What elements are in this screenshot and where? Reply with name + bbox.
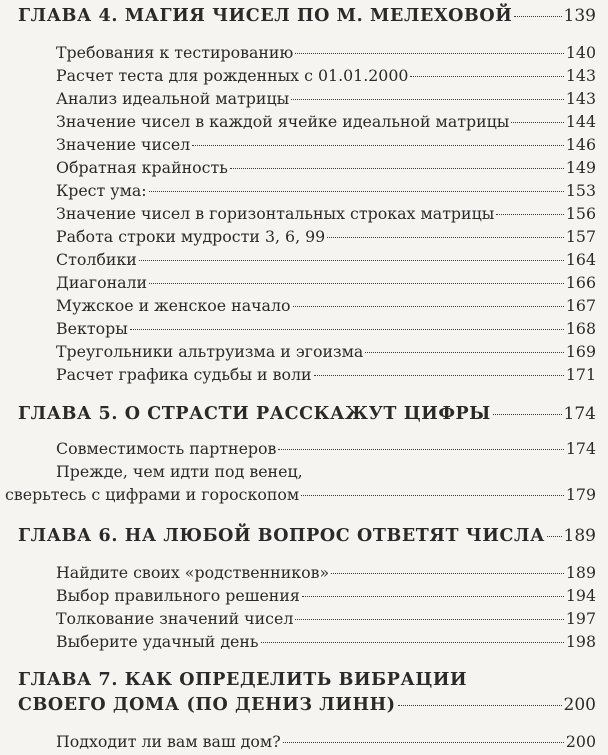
page-number: 156 bbox=[565, 204, 596, 223]
toc-entry[interactable] bbox=[56, 204, 596, 223]
entry-title: Векторы bbox=[56, 319, 128, 338]
toc-entry[interactable] bbox=[56, 273, 596, 292]
chapter-title: ГЛАВА 6. НА ЛЮБОЙ ВОПРОС ОТВЕТЯТ ЧИСЛА bbox=[18, 526, 545, 546]
page-number: 144 bbox=[565, 112, 596, 131]
entry-title: Обратная крайность bbox=[56, 158, 228, 177]
chapter-7-heading[interactable] bbox=[18, 695, 596, 715]
dot-leader bbox=[493, 414, 562, 415]
page-number: 200 bbox=[565, 732, 596, 751]
page-number: 179 bbox=[565, 485, 596, 504]
toc-entry[interactable] bbox=[56, 632, 596, 651]
dot-leader bbox=[293, 306, 564, 307]
toc-entry[interactable] bbox=[56, 342, 596, 361]
dot-leader bbox=[331, 573, 564, 574]
page-number: 164 bbox=[565, 250, 596, 269]
entry-title: Расчет теста для рожденных с 01.01.2000 bbox=[56, 66, 409, 85]
toc-entry[interactable] bbox=[56, 66, 596, 85]
dot-leader bbox=[139, 260, 564, 261]
dot-leader bbox=[398, 705, 562, 706]
page-number: 140 bbox=[565, 43, 596, 62]
entry-title: Требования к тестированию bbox=[56, 43, 294, 62]
toc-entry[interactable] bbox=[56, 586, 596, 605]
dot-leader bbox=[149, 191, 564, 192]
dot-leader bbox=[301, 495, 564, 496]
page-number: 153 bbox=[565, 181, 596, 200]
dot-leader bbox=[295, 53, 564, 54]
page-number: 143 bbox=[565, 89, 596, 108]
dot-leader bbox=[283, 742, 564, 743]
page-number: 189 bbox=[565, 563, 596, 582]
entry-title: Треугольники альтруизма и эгоизма bbox=[56, 342, 364, 361]
entry-title: Мужское и женское начало bbox=[56, 296, 291, 315]
toc-entry[interactable] bbox=[56, 158, 596, 177]
toc-entry[interactable] bbox=[56, 250, 596, 269]
dot-leader bbox=[314, 375, 564, 376]
dot-leader bbox=[511, 122, 563, 123]
chapter-6-heading[interactable] bbox=[18, 526, 596, 546]
dot-leader bbox=[514, 16, 561, 17]
page-number: 157 bbox=[565, 227, 596, 246]
chapter-5-heading[interactable] bbox=[18, 404, 596, 424]
entry-title: Совместимость партнеров bbox=[56, 439, 277, 458]
page-number: 139 bbox=[563, 6, 596, 26]
entry-title: Значение чисел в каждой ячейке идеальной матрицы bbox=[56, 112, 510, 131]
dot-leader bbox=[302, 596, 564, 597]
entry-title: Работа строки мудрости 3, 6, 99 bbox=[56, 227, 326, 246]
dot-leader bbox=[230, 168, 564, 169]
chapter-title: СВОЕГО ДОМА (ПО ДЕНИЗ ЛИНН) bbox=[18, 695, 396, 715]
dot-leader bbox=[291, 99, 564, 100]
dot-leader bbox=[149, 283, 564, 284]
entry-title: Выберите удачный день bbox=[56, 632, 259, 651]
page-number: 198 bbox=[565, 632, 596, 651]
page-number: 174 bbox=[565, 439, 596, 458]
dot-leader bbox=[496, 214, 564, 215]
page-number: 166 bbox=[565, 273, 596, 292]
toc-entry[interactable] bbox=[56, 563, 596, 582]
page-number: 189 bbox=[563, 526, 596, 546]
page-number: 149 bbox=[565, 158, 596, 177]
toc-entry[interactable] bbox=[56, 181, 596, 200]
toc-entry[interactable] bbox=[56, 609, 596, 628]
page-number: 169 bbox=[565, 342, 596, 361]
dot-leader bbox=[410, 76, 563, 77]
entry-title: Анализ идеальной матрицы bbox=[56, 89, 290, 108]
toc-entry[interactable] bbox=[56, 112, 596, 131]
page-number: 171 bbox=[565, 365, 596, 384]
entry-title: сверьтесь с цифрами и гороскопом bbox=[5, 485, 300, 504]
dot-leader bbox=[327, 237, 564, 238]
entry-title: Выбор правильного решения bbox=[56, 586, 300, 605]
toc-entry[interactable] bbox=[56, 319, 596, 338]
page-number: 146 bbox=[565, 135, 596, 154]
chapter-title: ГЛАВА 4. МАГИЯ ЧИСЕЛ ПО М. МЕЛЕХОВОЙ bbox=[18, 6, 513, 26]
chapter-4-heading[interactable] bbox=[18, 6, 596, 26]
chapter-title: ГЛАВА 5. О СТРАСТИ РАССКАЖУТ ЦИФРЫ bbox=[18, 404, 491, 424]
dot-leader bbox=[547, 536, 562, 537]
entry-title: Значение чисел bbox=[56, 135, 191, 154]
page-number: 143 bbox=[565, 66, 596, 85]
dot-leader bbox=[130, 329, 564, 330]
entry-title: Расчет графика судьбы и воли bbox=[56, 365, 312, 384]
dot-leader bbox=[192, 145, 564, 146]
entry-title: Столбики bbox=[56, 250, 137, 269]
page-number: 194 bbox=[565, 586, 596, 605]
toc-entry[interactable] bbox=[56, 296, 596, 315]
entry-title: Значение чисел в горизонтальных строках матрицы bbox=[56, 204, 495, 223]
toc-entry[interactable] bbox=[56, 43, 596, 62]
chapter-7-heading-line-1[interactable]: ГЛАВА 7. КАК ОПРЕДЕЛИТЬ ВИБРАЦИИ bbox=[18, 670, 468, 690]
entry-title: Подходит ли вам ваш дом? bbox=[56, 732, 281, 751]
toc-entry-line-1[interactable]: Прежде, чем идти под венец, bbox=[56, 462, 303, 481]
toc-entry[interactable] bbox=[56, 439, 596, 458]
dot-leader bbox=[278, 449, 563, 450]
toc-entry[interactable] bbox=[56, 89, 596, 108]
entry-title: Толкование значений чисел bbox=[56, 609, 294, 628]
page-number: 200 bbox=[563, 695, 596, 715]
entry-title: Найдите своих «родственников» bbox=[56, 563, 330, 582]
page-number: 168 bbox=[565, 319, 596, 338]
entry-title: Крест ума: bbox=[56, 181, 147, 200]
dot-leader bbox=[365, 352, 564, 353]
toc-entry[interactable] bbox=[56, 732, 596, 751]
entry-title: Диагонали bbox=[56, 273, 148, 292]
page-number: 174 bbox=[563, 404, 596, 424]
toc-entry[interactable] bbox=[56, 227, 596, 246]
dot-leader bbox=[295, 619, 563, 620]
toc-entry[interactable] bbox=[56, 365, 596, 384]
toc-entry[interactable] bbox=[56, 135, 596, 154]
toc-entry[interactable] bbox=[5, 485, 596, 504]
page-number: 197 bbox=[565, 609, 596, 628]
page-number: 167 bbox=[565, 296, 596, 315]
dot-leader bbox=[261, 642, 564, 643]
